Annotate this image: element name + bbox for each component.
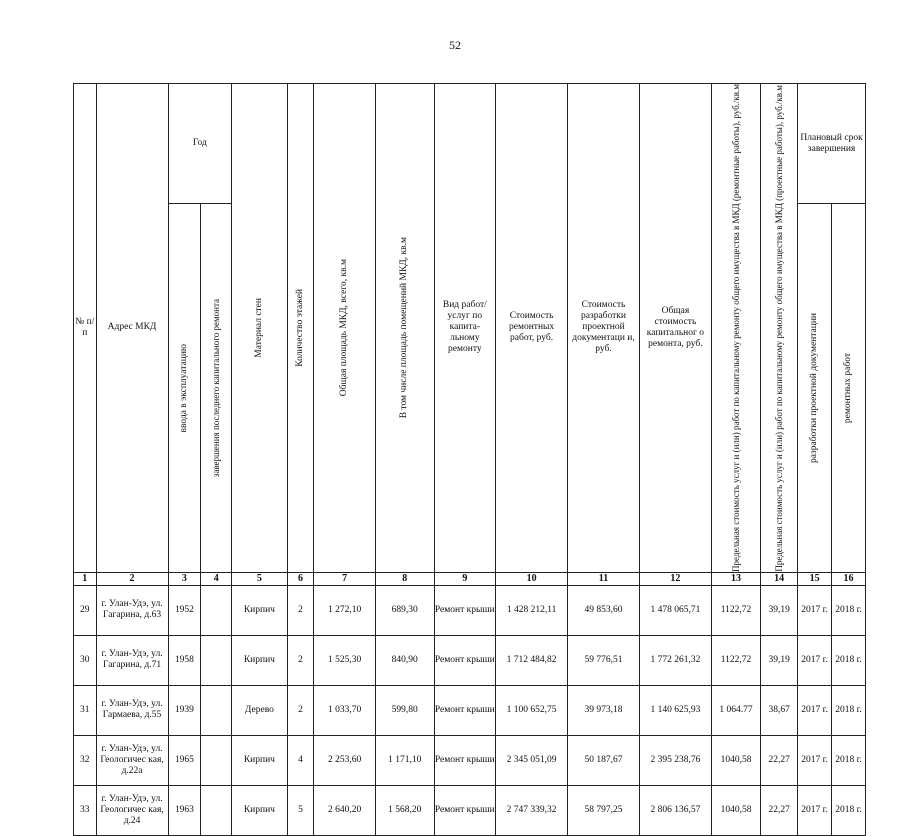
header-last-repair: завершения последнего капитального ремонта xyxy=(201,204,232,573)
table-row: 33 г. Улан-Удэ, ул. Геологичес кая, д.24 1963 Кирпич 5 2 640,20 1 568,20 Ремонт крыши 2 747 339,32 58 797,25 2 806 136,57 1040,58 22,27 2017 г. 2018 г. xyxy=(74,785,866,835)
header-work-type: Вид работ/ услуг по капита- льному ремонту xyxy=(434,84,496,573)
header-total-cost: Общая стоимость капитальног о ремонта, руб. xyxy=(639,84,711,573)
header-floors: Количество этажей xyxy=(287,84,314,573)
header-limit-design: Предельная стоимость услуг и (или) работ по капитальному ремонту общего имущества в МКД (проектные работы), руб./кв.м xyxy=(761,84,798,573)
header-limit-repair: Предельная стоимость услуг и (или) работ по капитальному ремонту общего имущества в МКД (ремонтные работы), руб./кв.м xyxy=(711,84,760,573)
header-wall-material: Материал стен xyxy=(232,84,287,573)
header-repair-cost: Стоимость ремонтных работ, руб. xyxy=(496,84,568,573)
header-address: Адрес МКД xyxy=(96,84,168,573)
header-premises-area: В том числе площадь помещений МКД, кв.м xyxy=(375,84,434,573)
header-year-group: Год xyxy=(168,84,232,204)
table-row: 31 г. Улан-Удэ, ул. Гармаева, д.55 1939 Дерево 2 1 033,70 599,80 Ремонт крыши 1 100 652,75 39 973,18 1 140 625,93 1 064.77 38,67 2017 г. 2018 г. xyxy=(74,685,866,735)
header-plan-repair: ремонтных работ xyxy=(832,204,866,573)
header-plan-group: Плановый срок завершения xyxy=(798,84,866,204)
header-total-area: Общая площадь МКД, всего, кв.м xyxy=(314,84,376,573)
table-row: 29 г. Улан-Удэ, ул. Гагарина, д.63 1952 Кирпич 2 1 272,10 689,30 Ремонт крыши 1 428 212,11 49 853,60 1 478 065,71 1122,72 39,19 2017 г. 2018 г. xyxy=(74,585,866,635)
table-row: 30 г. Улан-Удэ, ул. Гагарина, д.71 1958 Кирпич 2 1 525,30 840,90 Ремонт крыши 1 712 484,82 59 776,51 1 772 261,32 1122,72 39,19 2017 г. 2018 г. xyxy=(74,635,866,685)
header-plan-design: разработки проектной документации xyxy=(798,204,832,573)
column-number-row: 1 2 3 4 5 6 7 8 9 10 11 12 13 14 15 16 xyxy=(74,572,866,585)
header-design-cost: Стоимость разработки проектной документаци и, руб. xyxy=(568,84,640,573)
capital-repair-table xyxy=(73,83,866,836)
table-row: 32 г. Улан-Удэ, ул. Геологичес кая, д.22а 1965 Кирпич 4 2 253,60 1 171,10 Ремонт крыши 2 345 051,09 50 187,67 2 395 238,76 1040,58 22,27 2017 г. 2018 г. xyxy=(74,735,866,785)
page-number: 52 xyxy=(449,38,461,52)
header-commissioning: ввода в эксплуатацию xyxy=(168,204,201,573)
header-number: № п/ п xyxy=(74,84,97,573)
